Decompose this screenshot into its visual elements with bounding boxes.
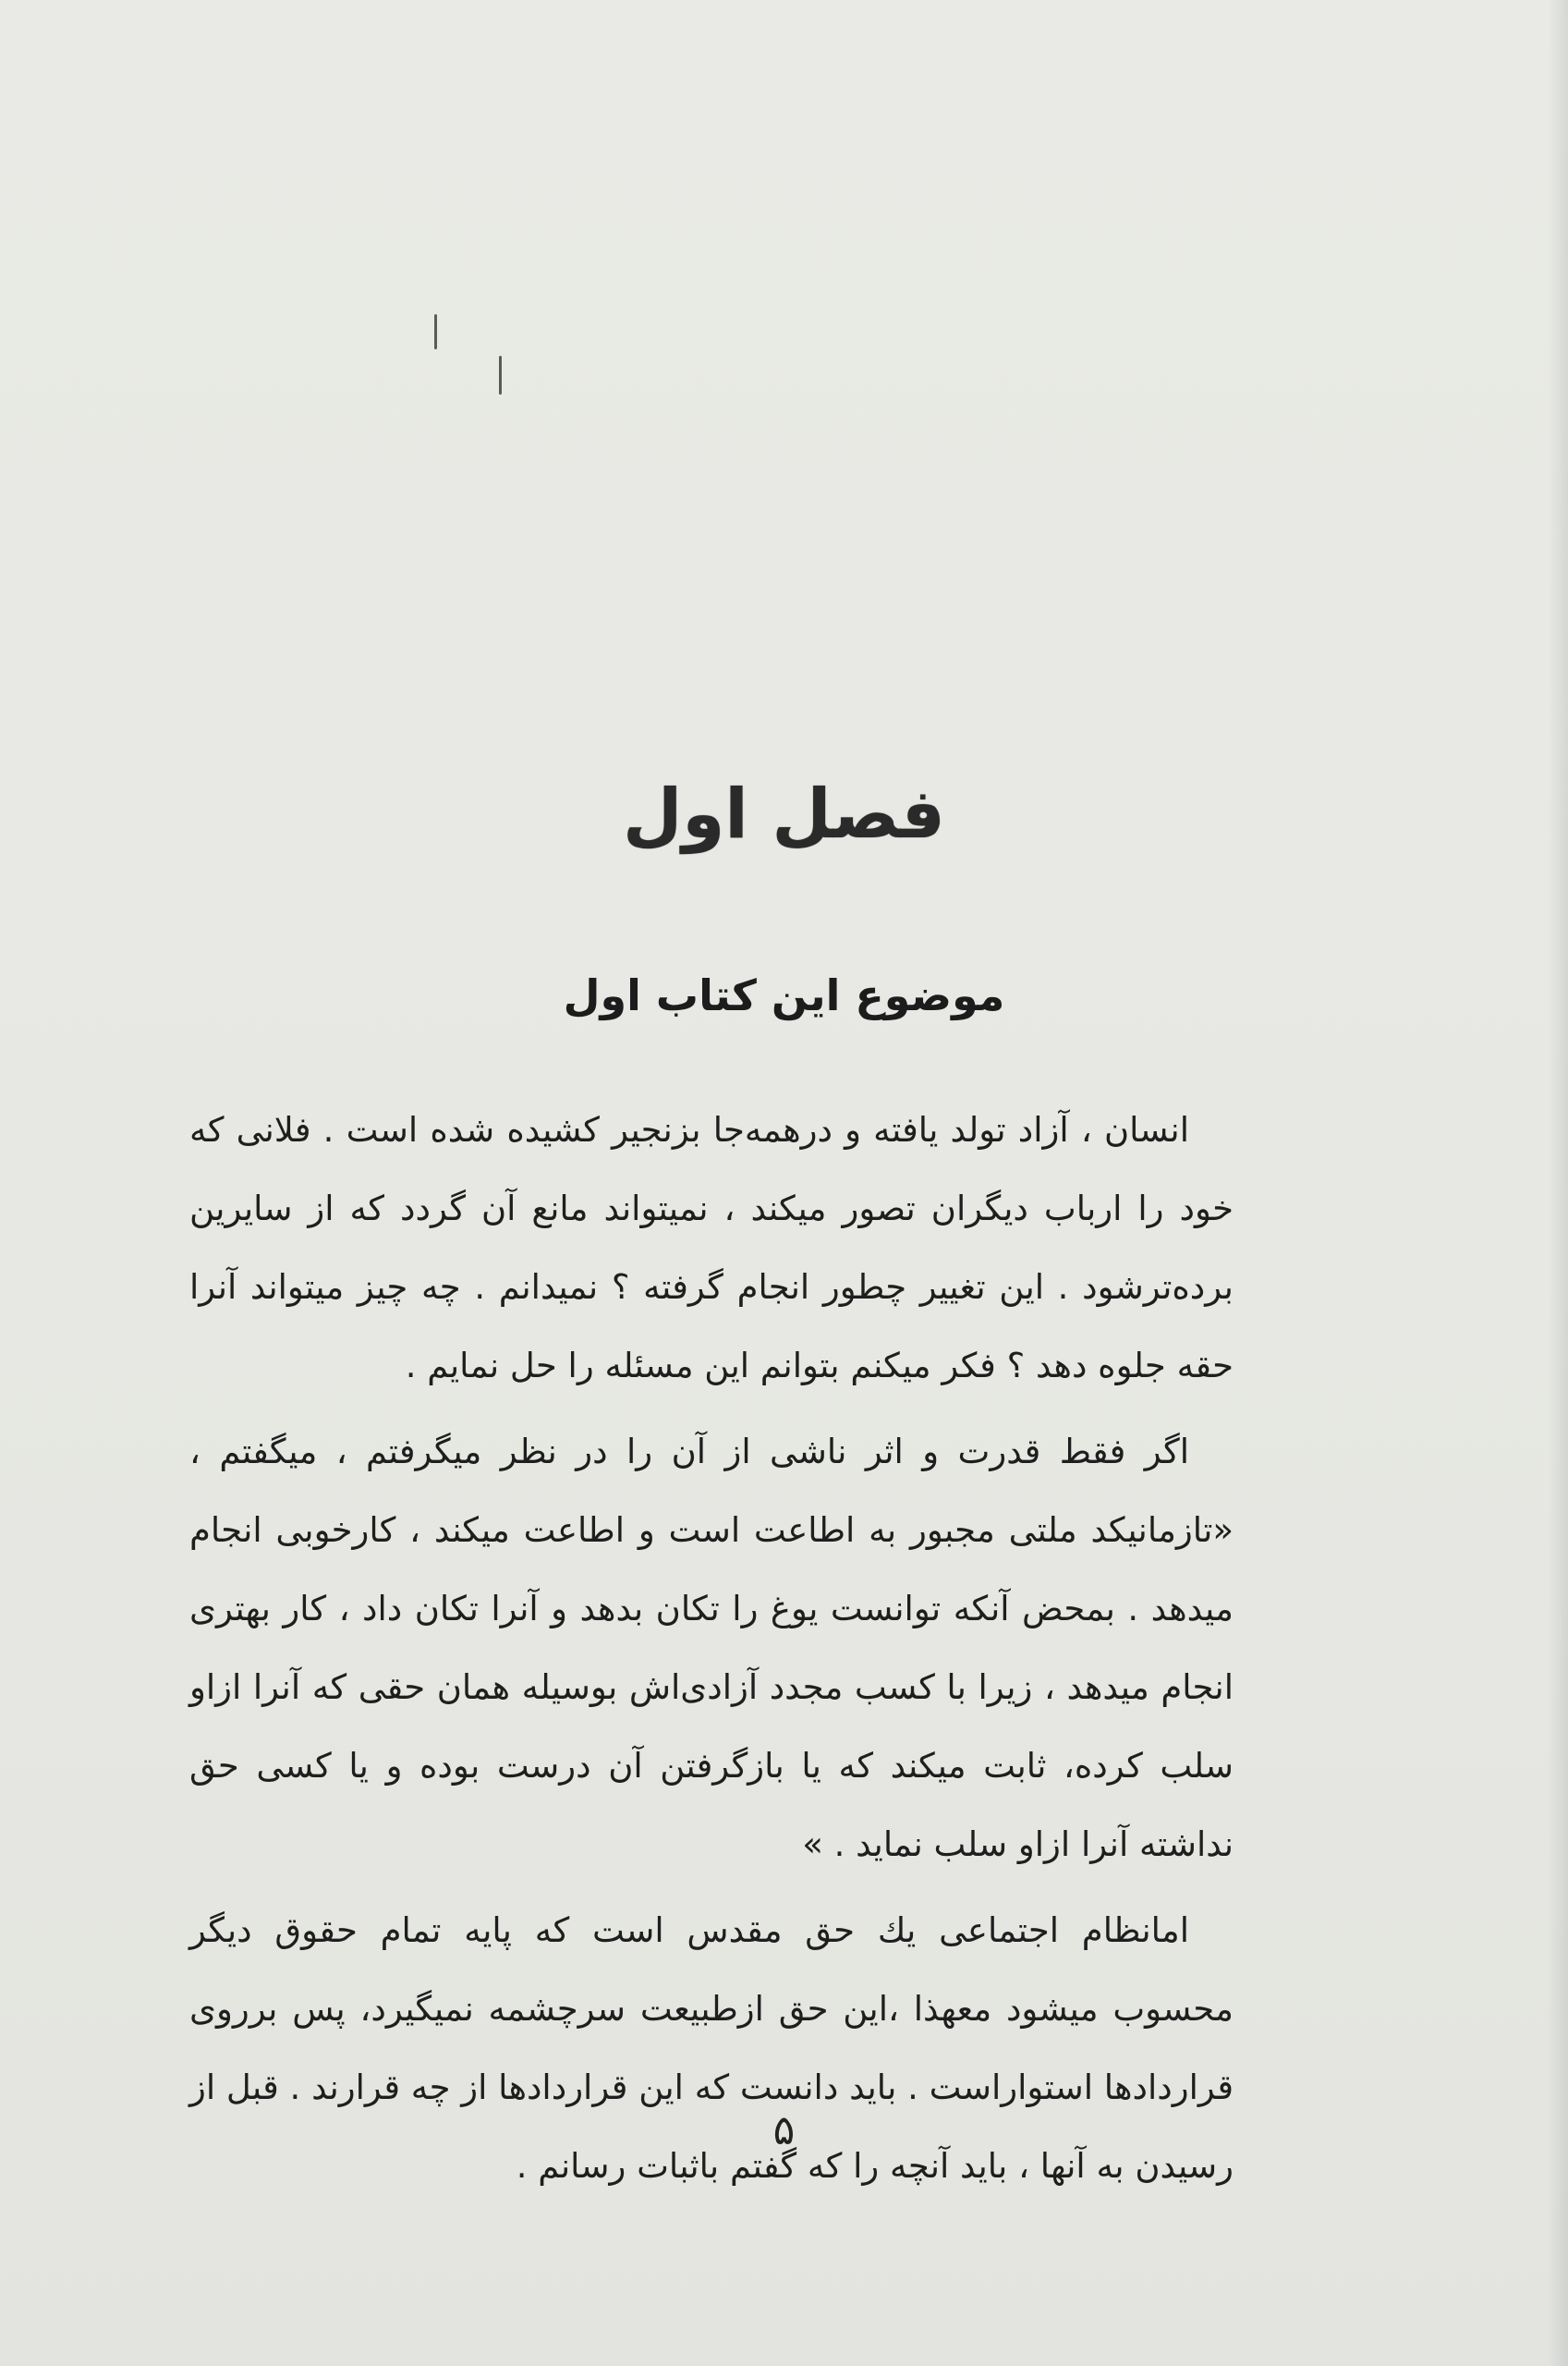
ink-speck <box>499 356 502 395</box>
chapter-title <box>0 774 1568 854</box>
page-edge-shadow <box>1548 0 1568 2366</box>
body-text <box>189 1091 1234 2213</box>
section-title: موضوع این کتاب اول <box>563 970 1005 1020</box>
paragraph: امانظام اجتماعی یك حق مقدس است که پایه تمام حقوق دیگر محسوب میشود معهذا ،این حق ازطبیعت سرچشمه نمیگیرد، پس برروی قراردادها استواراست . باید دانست که این قراردادها از چه قرارند . قبل از رسیدن به آنها ، باید آنچه را که گفتم باثبات رسانم . <box>189 1910 1234 2186</box>
chapter-title-text: فصل اول <box>623 774 945 854</box>
ink-speck <box>434 314 437 349</box>
paragraph: انسان ، آزاد تولد یافته و درهمه‌جا بزنجیر کشیده شده است . فلانی که خود را ارباب دیگران تصور میکند ، نمیتواند مانع آن گردد که از سایرین برده‌ترشود . این تغییر چطور انجام گرفته ؟ نمیدانم . چه چیز میتواند آنرا حقه جلوه دهد ؟ فکر میکنم بتوانم این مسئله را حل نمایم . <box>189 1110 1234 1385</box>
page-number: ۵ <box>772 2107 796 2154</box>
paragraph: اگر فقط قدرت و اثر ناشی از آن را در نظر میگرفتم ، میگفتم ، «تازمانیکد ملتی مجبور به اطاعت است و اطاعت میکند ، کارخوبی انجام میدهد . بمحض آنکه توانست یوغ را تکان بدهد و آنرا تکان داد ، کار بهتری انجام میدهد ، زیرا با کسب مجدد آزادی‌اش بوسیله همان حقی که آنرا ازاو سلب کرده، ثابت میکند که یا بازگرفتن آن درست بوده و یا کسی حق نداشته آنرا ازاو سلب نماید . » <box>189 1432 1234 1864</box>
